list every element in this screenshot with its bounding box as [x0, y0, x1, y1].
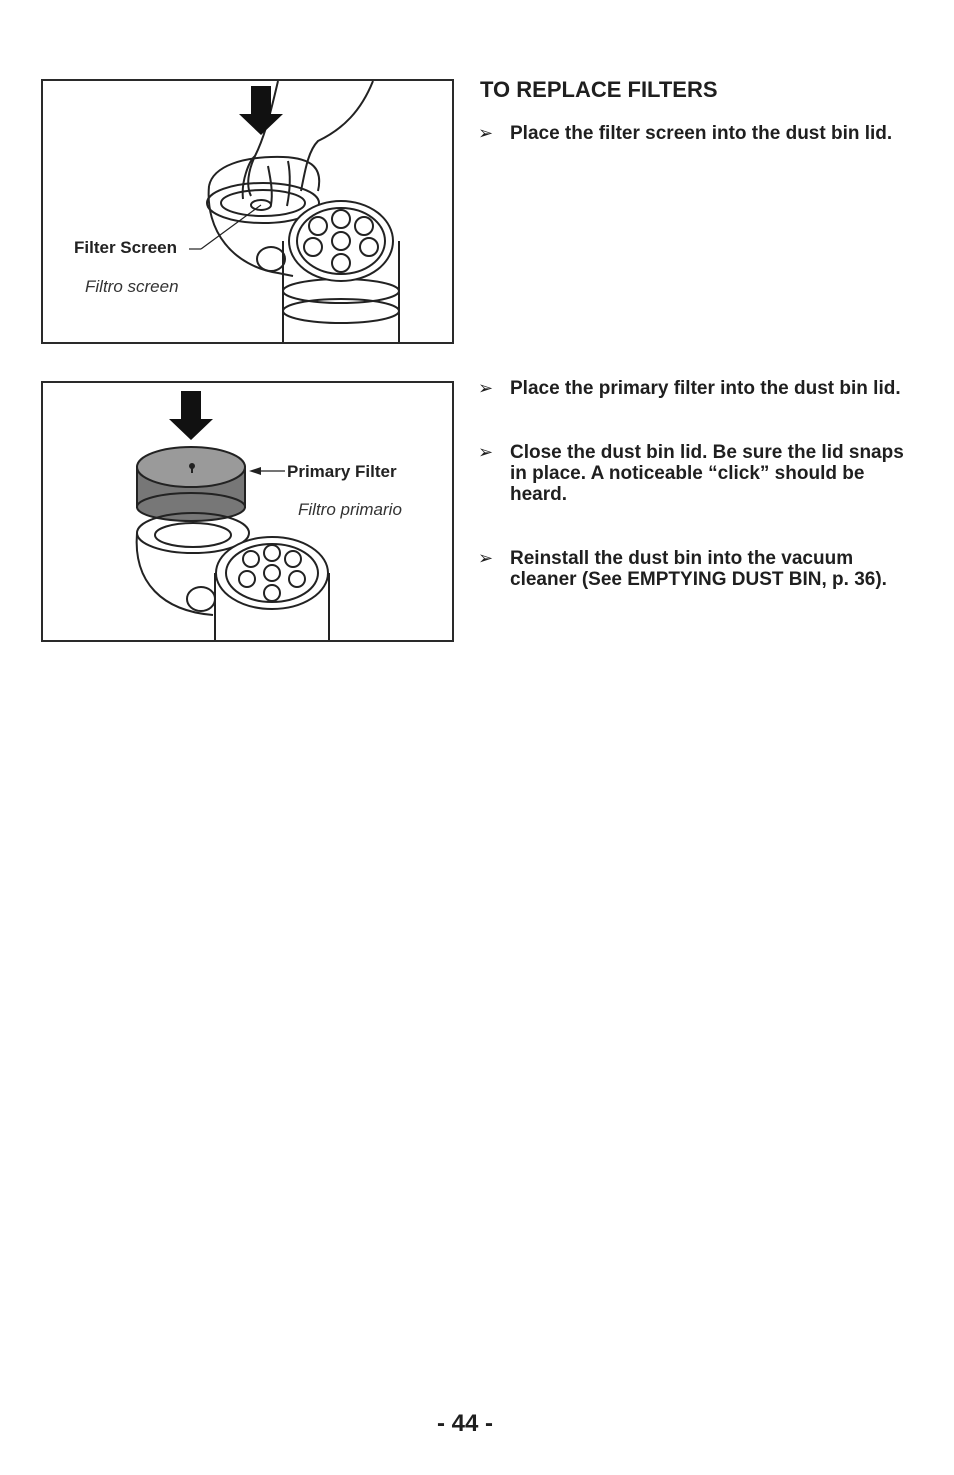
primary-filter-label: Primary Filter	[287, 462, 397, 481]
step-text: Close the dust bin lid. Be sure the lid snaps in place. A noticeable “click” should be heard.	[510, 442, 904, 505]
step-text: Place the primary filter into the dust bin lid.	[510, 378, 901, 399]
arrow-bullet-icon: ➢	[478, 378, 494, 398]
primary-filter-label-es: Filtro primario	[298, 500, 402, 519]
arrow-bullet-icon: ➢	[478, 548, 494, 568]
filter-screen-illustration	[43, 81, 452, 342]
arrow-bullet-icon: ➢	[478, 123, 494, 143]
step-text: Reinstall the dust bin into the vacuum cleaner (See EMPTYING DUST BIN, p. 36).	[510, 548, 887, 590]
step-text: Place the filter screen into the dust bin lid.	[510, 123, 893, 144]
figure-primary-filter	[41, 381, 454, 642]
page-number: - 44 -	[436, 1410, 493, 1437]
figure-filter-screen	[41, 79, 454, 344]
step-item	[478, 123, 908, 144]
section-title: TO REPLACE FILTERS	[480, 77, 718, 102]
filter-screen-label: Filter Screen	[74, 238, 177, 257]
step-item	[478, 548, 908, 590]
step-item	[478, 442, 908, 505]
filter-screen-label-es: Filtro screen	[85, 277, 179, 296]
arrow-bullet-icon: ➢	[478, 442, 494, 462]
step-item	[478, 378, 908, 399]
